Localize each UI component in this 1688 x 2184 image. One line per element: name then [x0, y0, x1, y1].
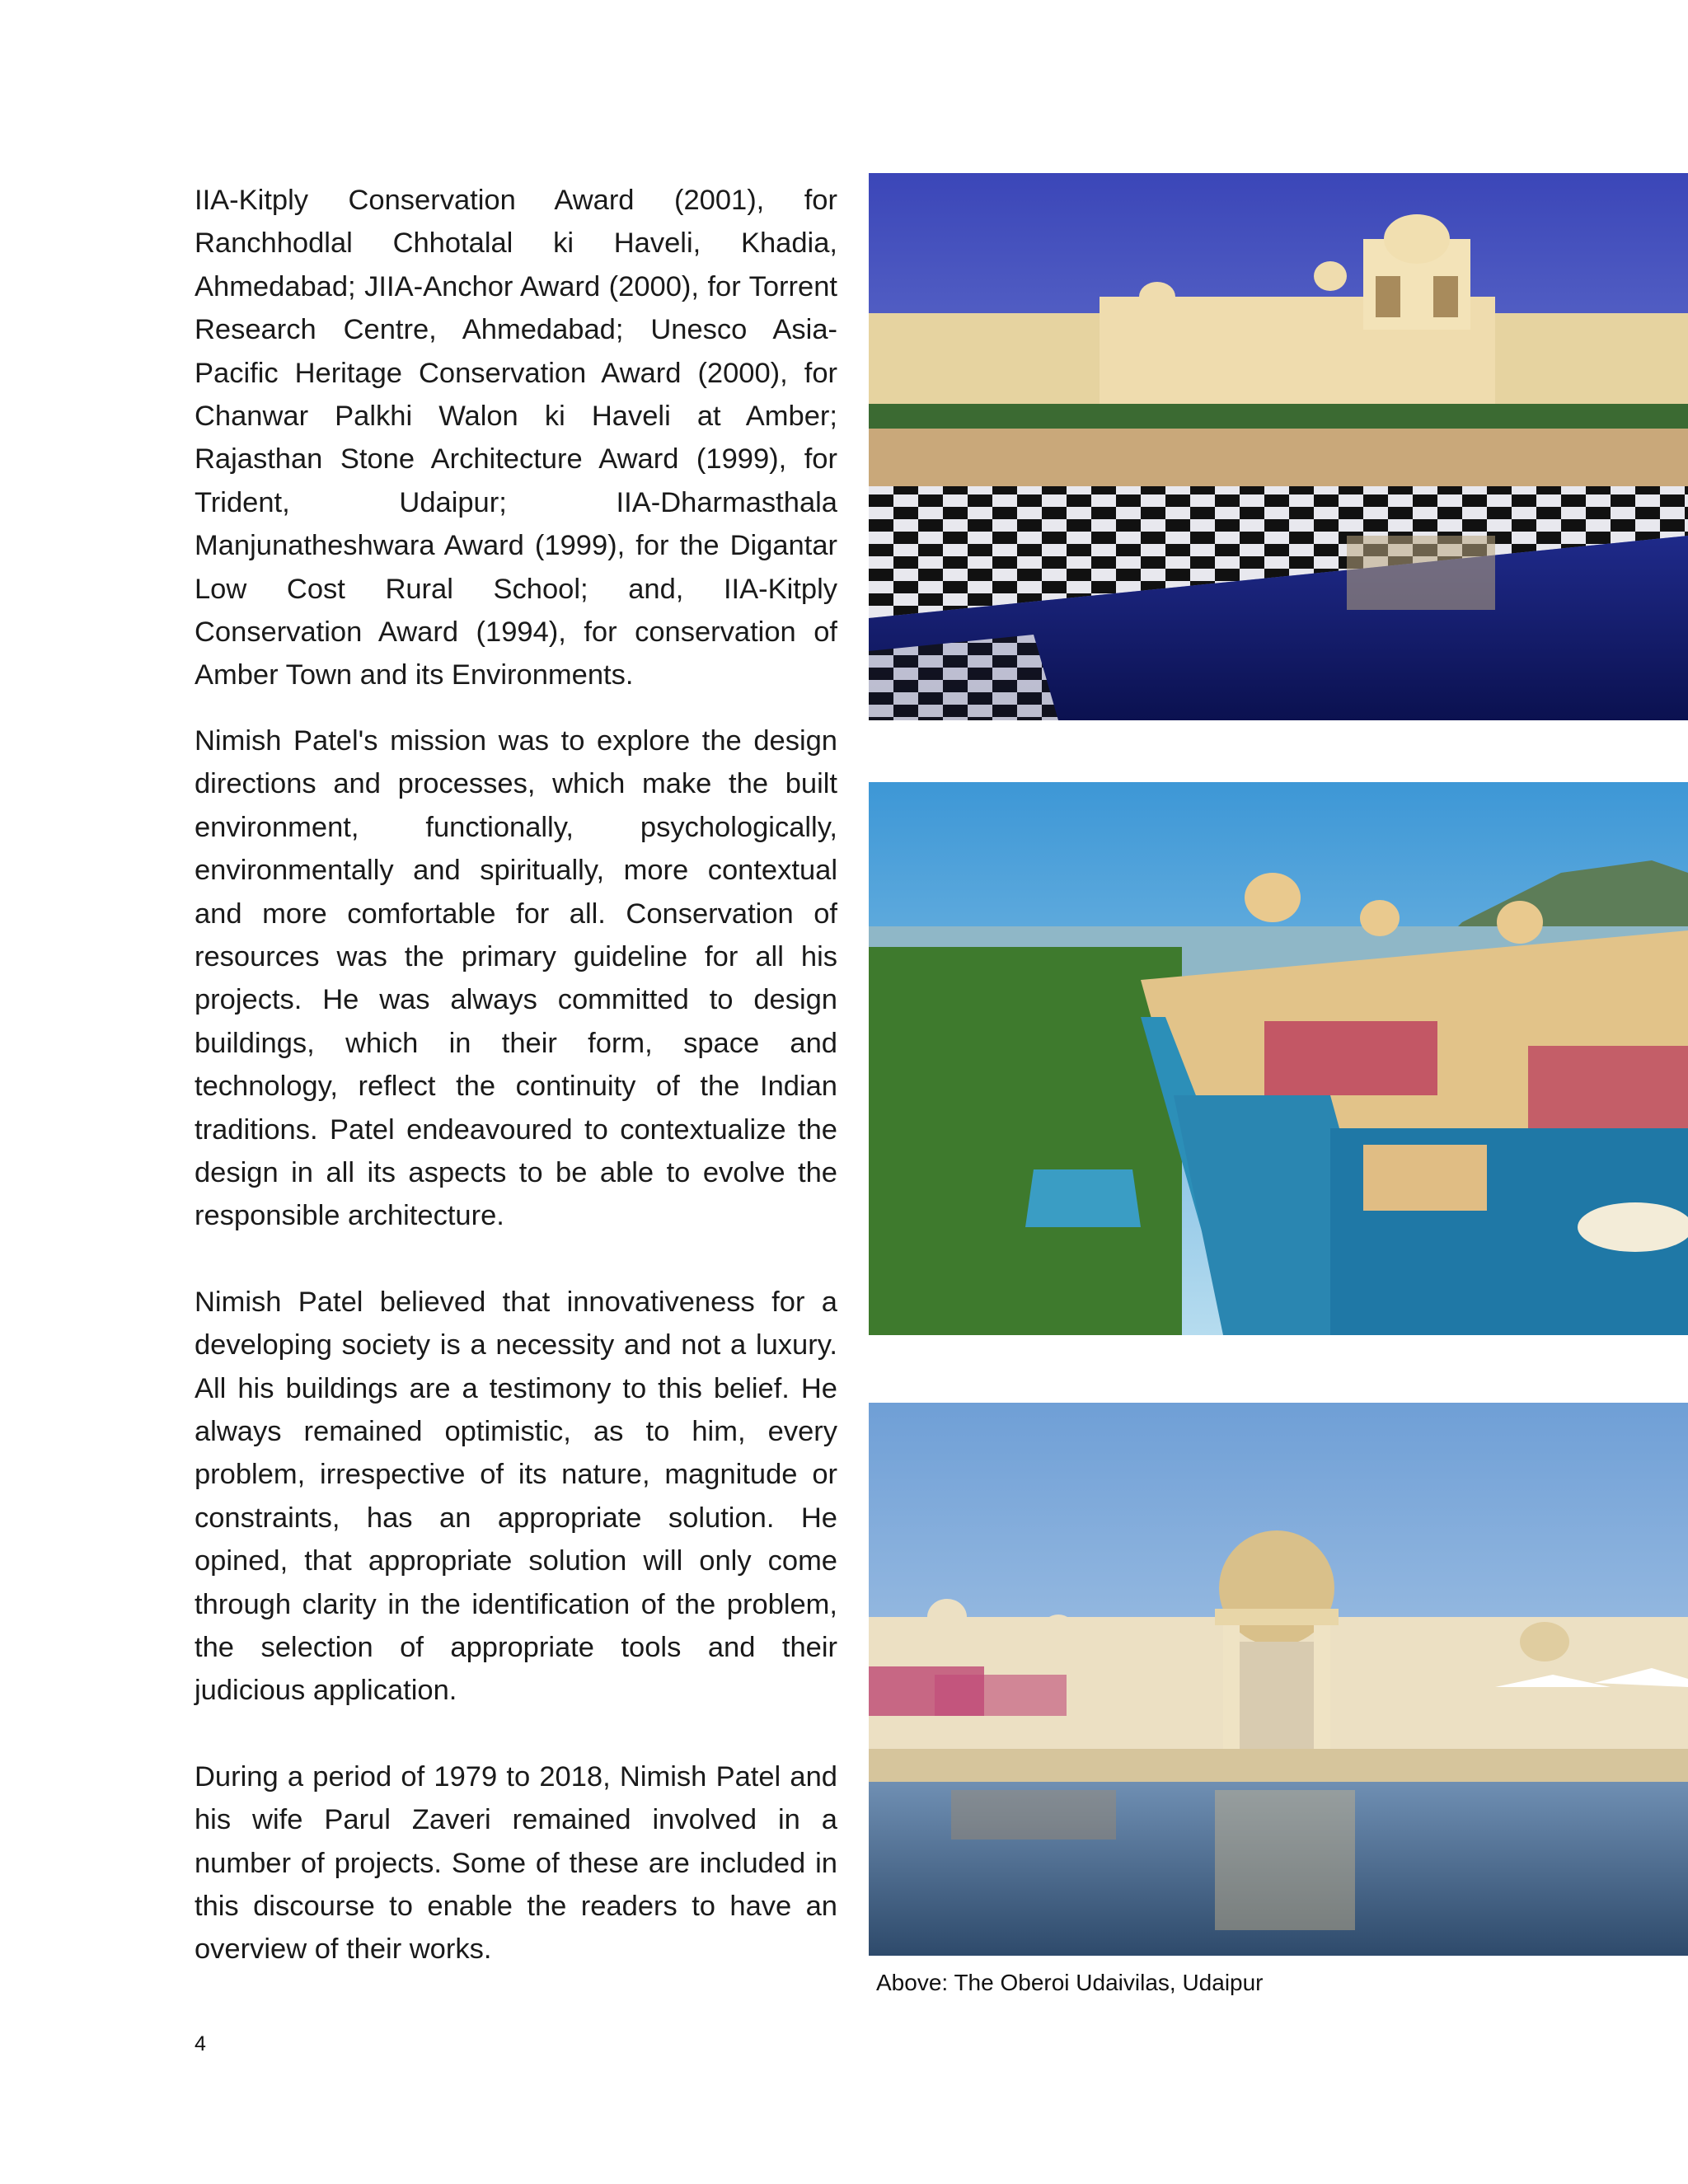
paragraph-innovation: Nimish Patel believed that innovativeness for a developing society is a necessity and not a luxury. All his buildings are a testimony to this belief. He always remained optimistic, as to him, every problem, irrespective of its nature, magnitude or constraints, has an appropriate solution. He opined, that appropriate solution will only come through clarity in the identification of the problem, the selection of appropriate tools and their judicious application. [195, 1286, 837, 1707]
photo-caption: Above: The Oberoi Udaivilas, Udaipur [876, 1970, 1264, 1995]
paragraph-awards: IIA-Kitply Conservation Award (2001), for Ranchhodlal Chhotalal ki Haveli, Khadia, Ahmedabad; JIIA-Anchor Award (2000), for Torrent Research Centre, Ahmedabad; Unesco Asia-Pacific Heritage Conservation Award (2000), for Chanwar Palkhi Walon ki Haveli at Amber; Rajasthan Stone Architecture Award (1999), for Trident, Udaipur; IIA-Dharmasthala Manjunatheshwara Award (1999), for the Digantar Low Cost Rural School; and, IIA-Kitply Conservation Award (1994), for conservation of Amber Town and its Environments. [195, 185, 837, 691]
photo-domed-pavilion [869, 1403, 1688, 1956]
paragraph-projects: During a period of 1979 to 2018, Nimish Patel and his wife Parul Zaveri remained involved in a number of projects. Some of these are included in this discourse to enable the readers to have an overview of their works. [195, 1760, 837, 1966]
body-text-column [195, 179, 837, 1971]
photo-palace-reflecting-pool [869, 173, 1688, 720]
photo-palace-long-pool [869, 782, 1688, 1335]
paragraph-mission: Nimish Patel's mission was to explore the design directions and processes, which make the built environment, functionally, psychologically, environmentally and spiritually, more contextual and more comfortable for all. Conservation of resources was the primary guideline for all his projects. He was always committed to design buildings, which in their form, space and technology, reflect the continuity of the Indian traditions. Patel endeavoured to contextualize the design in all its aspects to be able to evolve the responsible architecture. [195, 724, 837, 1232]
page-number: 4 [195, 2032, 206, 2055]
